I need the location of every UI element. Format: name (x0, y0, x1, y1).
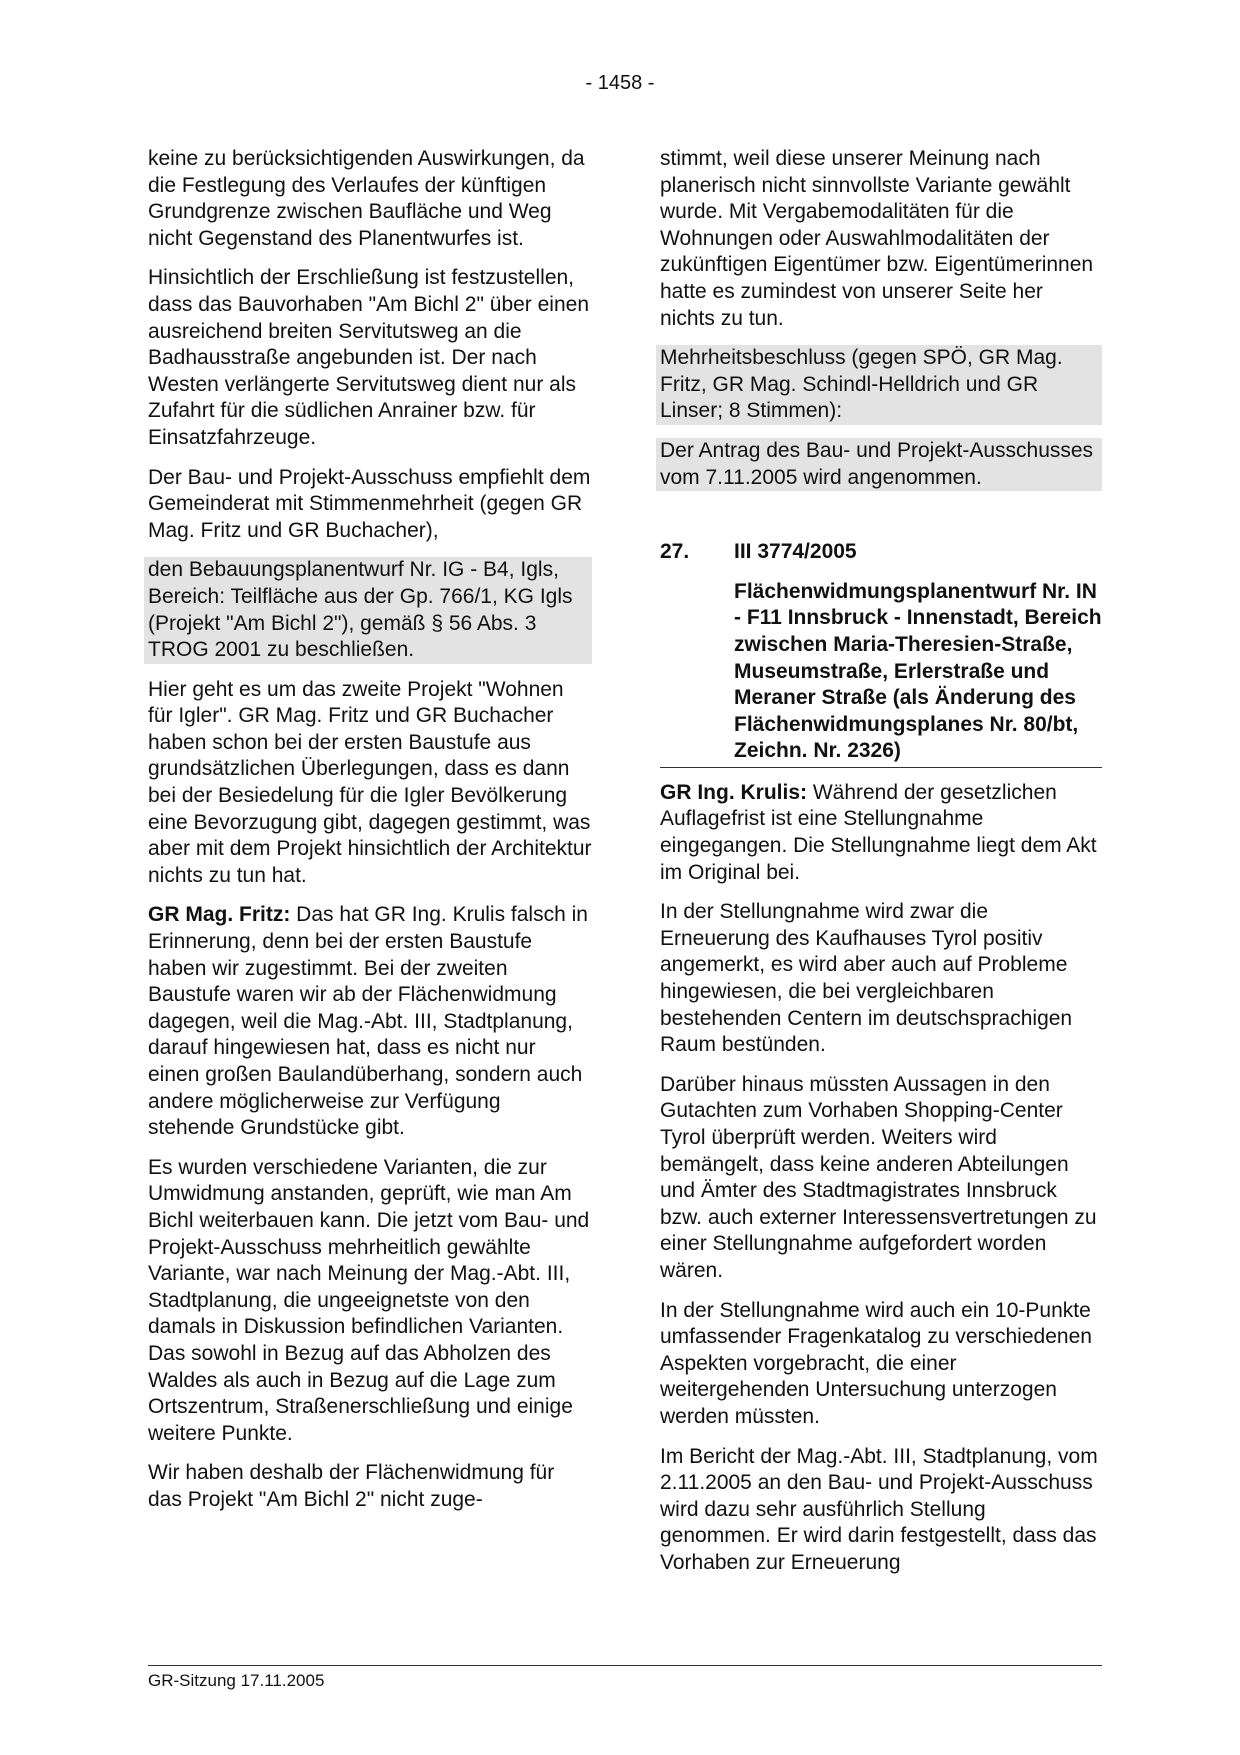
footer-text: GR-Sitzung 17.11.2005 (148, 1671, 325, 1690)
paragraph: keine zu berücksichtigenden Auswirkungen, da die Festlegung des Verlaufes der künftigen Grundgrenze zwischen Baufläche und Weg nicht Gegenstand des Planentwurfes ist. (148, 147, 585, 250)
agenda-item (660, 539, 1102, 767)
paragraph: Es wurden verschiedene Varianten, die zur Umwidmung anstanden, geprüft, wie man Am Bichl weiterbauen kann. Die jetzt vom Bau- und Projekt-Ausschuss mehrheitlich gewählte Variante, war nach Meinung der Mag.-Abt. III, Stadtplanung, die ungeeignetste von den damals in Diskussion befindlichen Varianten. Das sowohl in Bezug auf das Abholzen des Waldes als auch in Bezug auf die Lage zum Ortszentrum, Straßenerschließung und einige weitere Punkte. (148, 1155, 590, 1445)
agenda-item-number: 27. (660, 540, 690, 564)
highlighted-motion: den Bebauungsplanentwurf Nr. IG - B4, Igls, Bereich: Teilfläche aus der Gp. 766/1, KG Igls (Projekt "Am Bichl 2"), gemäß § 56 Abs. 3 TROG 2001 zu beschließen. (144, 557, 592, 663)
paragraph: Hier geht es um das zweite Projekt "Wohnen für Igler". GR Mag. Fritz und GR Buchacher haben schon bei der ersten Baustufe aus grundsätzlichen Überlegungen, dass es dann bei der Besiedelung für die Igler Bevölkerung eine Bevorzugung gibt, dagegen gestimmt, was aber mit dem Projekt hinsichtlich der Architektur nichts zu tun hat. (148, 677, 592, 887)
left-column (148, 146, 592, 1527)
page-number: - 1458 - (585, 72, 655, 94)
speech-text: Während der gesetzlichen Auflagefrist ist eine Stellungnahme eingegangen. Die Stellungnahme liegt dem Akt im Original bei. (660, 780, 1097, 884)
paragraph: In der Stellungnahme wird auch ein 10-Punkte umfassender Fragenkatalog zu verschiedenen Aspekten vorgebracht, die einer weitergehenden Untersuchung unterzogen werden müssten. (660, 1298, 1092, 1428)
paragraph: Im Bericht der Mag.-Abt. III, Stadtplanung, vom 2.11.2005 an den Bau- und Projekt-Ausschuss wird dazu sehr ausführlich Stellung genommen. Er wird darin festgestellt, dass das Vorhaben zur Erneuerung (660, 1444, 1098, 1574)
paragraph: Der Bau- und Projekt-Ausschuss empfiehlt dem Gemeinderat mit Stimmenmehrheit (gegen GR Mag. Fritz und GR Buchacher), (148, 465, 591, 542)
highlighted-resolution: Mehrheitsbeschluss (gegen SPÖ, GR Mag. Fritz, GR Mag. Schindl-Helldrich und GR Linser; 8 Stimmen): (656, 345, 1102, 425)
agenda-item-header (660, 539, 1102, 566)
agenda-item-title: Flächenwidmungsplanentwurf Nr. IN - F11 Innsbruck - Innenstadt, Bereich zwischen Maria-Theresien-Straße, Museumstraße, Erlerstraße und Meraner Straße (als Änderung des Flächenwidmungsplanes Nr. 80/bt, Zeichn. Nr. 2326) (734, 579, 1102, 763)
right-column (660, 146, 1102, 1590)
footer-divider (148, 1665, 1102, 1666)
paragraph: Wir haben deshalb der Flächenwidmung für das Projekt "Am Bichl 2" nicht zuge- (148, 1461, 555, 1511)
speaker-paragraph (148, 902, 592, 1141)
paragraph: Darüber hinaus müssten Aussagen in den Gutachten zum Vorhaben Shopping-Center Tyrol überprüft werden. Weiters wird bemängelt, dass keine anderen Abteilungen und Ämter des Stadtmagistrates Innsbruck bzw. auch externer Interessensvertretungen zu einer Stellungnahme aufgefordert worden wären. (660, 1072, 1097, 1282)
paragraph: In der Stellungnahme wird zwar die Erneuerung des Kaufhauses Tyrol positiv angemerkt, es wird aber auch auf Probleme hingewiesen, die bei vergleichbaren bestehenden Centern im deutschsprachigen Raum bestünden. (660, 900, 1073, 1057)
paragraph: stimmt, weil diese unserer Meinung nach planerisch nicht sinnvollste Variante gewählt wurde. Mit Vergabemodalitäten für die Wohnungen oder Auswahlmodalitäten der zukünftigen Eigentümer bzw. Eigentümerinnen hatte es zumindest von unserer Seite her nichts zu tun. (660, 147, 1094, 330)
highlighted-resolution: Der Antrag des Bau- und Projekt-Ausschusses vom 7.11.2005 wird angenommen. (656, 438, 1102, 491)
speech-text: Das hat GR Ing. Krulis falsch in Erinnerung, denn bei der ersten Baustufe haben wir zugestimmt. Bei der zweiten Baustufe waren wir ab der Flächenwidmung dagegen, weil die Mag.-Abt. III, Stadtplanung, darauf hingewiesen hat, dass es nicht nur einen großen Baulandüberhang, sondern auch andere möglicherweise zur Verfügung stehende Grundstücke gibt. (148, 903, 588, 1140)
speaker-name: GR Mag. Fritz: (148, 903, 291, 927)
divider (660, 767, 1102, 768)
speaker-paragraph (660, 780, 1102, 886)
agenda-item-reference: III 3774/2005 (734, 540, 857, 564)
paragraph: Hinsichtlich der Erschließung ist festzustellen, dass das Bauvorhaben "Am Bichl 2" über einen ausreichend breiten Servitutsweg an die Badhausstraße angebunden ist. Der nach Westen verlängerte Servitutsweg dient nur als Zufahrt für die südlichen Anrainer bzw. für Einsatzfahrzeuge. (148, 266, 590, 449)
speaker-name: GR Ing. Krulis: (660, 780, 807, 804)
